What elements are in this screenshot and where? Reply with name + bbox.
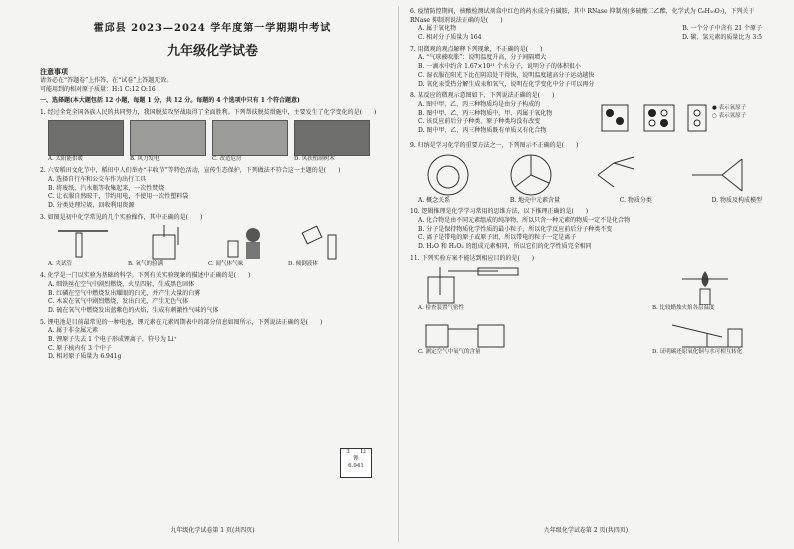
q3-option-c: C. 闻气体气味 — [208, 225, 282, 269]
q10-option-a: A. 化合物是由不同元素组成的纯净物，所以只含一种元素的物质一定不是化合物 — [418, 216, 631, 224]
notice-line-2: 可能用到的相对原子质量：H:1 C:12 O:16 — [40, 86, 156, 94]
exam-title: 九年级化学试卷 — [166, 43, 258, 59]
trees-photo — [294, 120, 370, 156]
q6-option-d: D. 碳、氢元素的质量比为 3:5 — [682, 34, 762, 42]
concept-relation-diagram — [418, 153, 478, 197]
crust-element-pie-diagram — [506, 153, 556, 197]
q4-option-c: C. 木炭在氧气中剧烈燃烧，发出白光，产生无色气体 — [48, 298, 189, 306]
matter-classification-diagram — [584, 153, 654, 197]
county-header: 霍邱县 2023—2024 学年度第一学期期中考试 — [93, 23, 332, 34]
q3-option-d: D. 倾倒液体 — [288, 225, 362, 269]
q5-option-c: C. 原子核内有 3 个中子 — [48, 344, 112, 352]
page-1-footer: 九年级化学试卷第 1 页(共四页) — [170, 527, 255, 535]
q8-legend: ● 表示氧原子 ○ 表示氢原子 — [712, 104, 747, 119]
windmill-photo — [130, 120, 206, 156]
q8-diagram — [600, 101, 760, 139]
q6-option-a: A. 属于氧化物 — [418, 25, 457, 33]
q7-option-c: C. 湿衣服在阳光下比在阴凉处干得快，说明温度越高分子运动越快 — [418, 71, 595, 79]
q5-option-b: B. 锂原子失去 1 个电子形成锂离子，符号为 Li⁺ — [48, 336, 177, 344]
q2-option-a: A. 选择自行车和公交车作为出行工具 — [48, 175, 147, 183]
q4-option-b: B. 红磷在空气中燃烧发出耀眼的白光，并产生大量的白雾 — [48, 289, 201, 297]
q10-option-c: C. 离子是带电的原子或原子团，所以带电的粒子一定是离子 — [418, 234, 577, 242]
q9-option-c: C. 物质分类 — [619, 196, 652, 204]
question-9: 9. 归纳是学习化学的重要方法之一，下列图示不正确的是( ) — [410, 141, 579, 149]
li-symbol: Li — [360, 449, 366, 455]
q11-row1 — [418, 265, 762, 313]
section-1-header: 一、选择题(本大题包括 12 小题，每题 1 分，共 12 分。每题的 4 个选项中只有 1 个符合题意) — [40, 96, 300, 104]
oxygen-atom-icon: ● — [712, 104, 717, 111]
q5-option-a: A. 属于非金属元素 — [48, 327, 99, 335]
q7-option-a: A. “气球被吹胀”：说明温度升高，分子间隔增大 — [418, 54, 547, 62]
smelling-gas-drawing — [208, 225, 282, 261]
q9-options — [410, 197, 762, 206]
q11-option-b: B. 比较蜡烛火焰各层温度 — [652, 265, 762, 313]
q8-option-c: C. 该反应前后分子种类、原子种类均没有改变 — [418, 118, 541, 126]
solar-photo — [48, 120, 124, 156]
q3-figures — [48, 225, 385, 269]
question-6: 6. 疫情防控期间，核酸检测试剂盒中红色的药水成分有磺胺，其中 RNase 抑制剂(多硫酸二乙酯，化学式为 C₆H₁₀O₇)，下列关于 RNase 抑制剂说法正确的是( ) — [410, 8, 755, 24]
q10-option-d: D. H₂O 和 H₂O₂ 的组成元素相同，所以它们的化学性质完全相同 — [418, 243, 592, 250]
page-2 — [410, 8, 762, 538]
question-4: 4. 化学是一门以实验为基础的科学。下列有关实验现象的描述中正确的是( ) — [40, 272, 251, 280]
li-name: 锂 — [353, 456, 359, 463]
q9-figures — [418, 153, 762, 197]
q11-option-a: A. 检查装置气密性 — [418, 265, 528, 313]
q2-option-d: D. 分类处理垃圾，回收利用资源 — [48, 201, 135, 209]
q9-option-a: A. 概念关系 — [418, 196, 451, 204]
page-1 — [40, 8, 385, 538]
hydrogen-atom-icon: ○ — [712, 112, 717, 119]
q6-option-b: B. 一个分子中含有 21 个原子 — [682, 25, 762, 33]
q9-option-b: B. 地壳中元素含量 — [509, 196, 561, 204]
q11-option-c: C. 测定空气中氧气的含量 — [418, 315, 528, 357]
question-5: 5. 锂电池是目前最常见的一种电池，锂元素在元素周期表中的部分信息如图所示，下列说法正确的是( ) — [40, 318, 323, 326]
q8-block — [410, 101, 762, 139]
test-tube-clamp-drawing — [48, 225, 122, 261]
page-divider — [398, 6, 399, 542]
q1-option-b: B. 风力发电 — [130, 120, 206, 164]
reaction-molecule-diagram — [600, 101, 710, 139]
airtightness-apparatus-drawing — [418, 265, 528, 305]
notice-title: 注意事项 — [40, 67, 68, 77]
question-11: 11. 下列实验方案不能达到相应目的的是( ) — [410, 254, 535, 262]
question-7: 7. 用微观的观点解释下列现象，不正确的是( ) — [410, 45, 543, 53]
question-1: 1. 经过全党全国各族人民的共同努力，我国脱贫攻坚战取得了全面胜利。下列帮扶脱贫措施中，主要发生了化学变化的是( ) — [40, 108, 377, 116]
q7-option-d: D. 氧化汞受热分解生成汞和氧气，说明在化学变化中分子可以再分 — [418, 80, 595, 88]
li-mass: 6.941 — [348, 463, 364, 470]
question-8: 8. 某反应的微观示意图如下，下列说法正确的是( ) — [410, 92, 555, 100]
q3-option-a: A. 夹试管 — [48, 225, 122, 269]
q6-option-c: C. 相对分子质量为 164 — [418, 34, 482, 42]
q2-option-b: B. 将废纸、汽水瓶等收集起来，一次性焚烧 — [48, 184, 165, 192]
q2-option-c: C. 让衣服自然晾干，节约用电，不使用一次性塑料袋 — [48, 193, 189, 201]
q4-option-d: D. 硫在氧气中燃烧发出蓝紫色的火焰，生成有刺激性气味的气体 — [48, 307, 219, 315]
q1-option-d: D. 风扶植制树木 — [294, 120, 370, 164]
pouring-liquid-drawing — [288, 225, 362, 261]
q11-row2 — [418, 315, 762, 357]
page-2-footer: 九年级化学试卷第 2 页(共四页) — [543, 527, 629, 535]
oxygen-bottle-drawing — [128, 225, 202, 261]
q6-options-row1 — [410, 25, 762, 34]
q8-option-d: D. 图中甲、乙、丙三种物质既有单质又有化合物 — [418, 126, 547, 134]
q5-option-d: D. 相对原子质量为 6.941g — [48, 353, 122, 361]
q9-option-d: D. 物质及构成模型 — [711, 196, 762, 204]
oxygen-content-apparatus-drawing — [418, 315, 528, 349]
q1-photos — [48, 120, 385, 164]
q1-option-a: A. 太阳能供暖 — [48, 120, 124, 164]
house-photo — [212, 120, 288, 156]
q3-option-b: B. 氧气的验满 — [128, 225, 202, 269]
q8-options — [410, 101, 600, 139]
q7-option-b: B. 一滴水中约含 1.67×10²¹ 个水分子，说明分子的体积很小 — [418, 63, 581, 71]
q10-option-b: B. 分子是保持物质化学性质的最小粒子，所以化学反应前后分子种类不变 — [418, 225, 613, 233]
candle-flame-drawing — [652, 265, 762, 305]
li-atomic-number: 3 — [346, 449, 350, 455]
matter-structure-model-diagram — [682, 153, 762, 197]
q8-option-b: B. 图中甲、乙、丙三种物质中，甲、丙属于氧化物 — [418, 109, 553, 117]
notice-line-1: 请务必在“答题卷”上作答，在“试卷”上答题无效。 — [40, 77, 173, 85]
question-2: 2. 六安稻田文化节中，稻田中人们举办“丰收节”等特色活动，宣传生态保护，下列做法不符合这一主题的是( ) — [40, 167, 341, 175]
q4-option-a: A. 细铁丝在空气中剧烈燃烧，火星四射，生成黑色固体 — [48, 280, 195, 288]
q11-option-d: D. 证明碳还原氧化铜与水可相互转化 — [652, 315, 762, 357]
question-3: 3. 如图是初中化学常见的几个实验操作，其中正确的是( ) — [40, 213, 203, 221]
q1-option-c: C. 改造危房 — [212, 120, 288, 164]
q6-options-row2 — [410, 34, 762, 43]
q8-option-a: A. 图中甲、乙、丙三种物质均是由分子构成的 — [418, 100, 541, 108]
question-10: 10. 逻辑推理是化学学习常用的思维方法，以下推理正确的是( ) — [410, 208, 589, 216]
lithium-element-card — [340, 448, 372, 478]
carbon-reduction-apparatus-drawing — [652, 315, 762, 349]
